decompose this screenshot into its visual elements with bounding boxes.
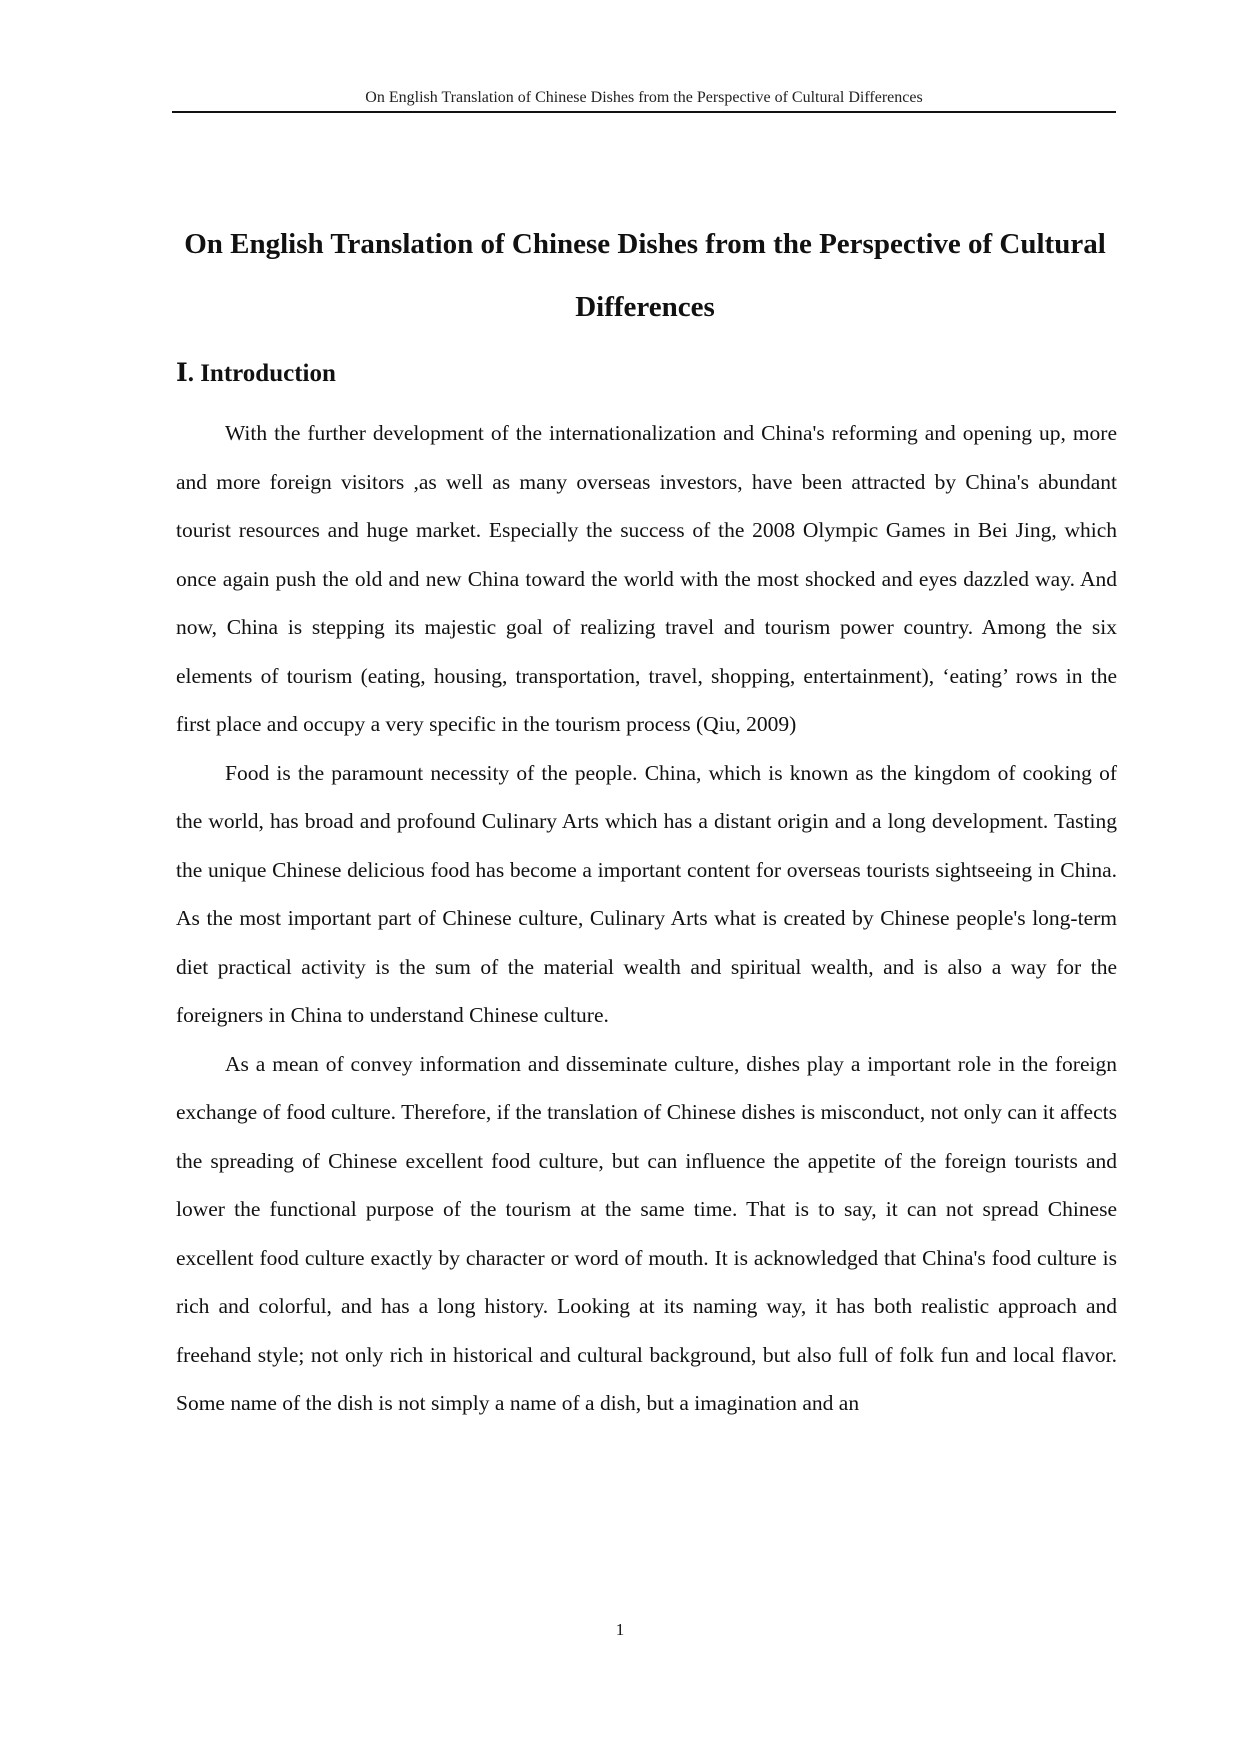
paragraph: As a mean of convey information and disseminate culture, dishes play a important role in the foreign exchange of food culture. Therefore, if the translation of Chinese dishes is misconduct, not only can it affects the spreading of Chinese excellent food culture, but can influence the appetite of the foreign tourists and lower the functional purpose of the tourism at the same time. That is to say, it can not spread Chinese excellent food culture exactly by character or word of mouth. It is acknowledged that China's food culture is rich and colorful, and has a long history. Looking at its naming way, it has both realistic approach and freehand style; not only rich in historical and cultural background, but also full of folk fun and local flavor. Some name of the dish is not simply a name of a dish, but a imagination and an xyxy=(176,1051,1117,1415)
page-number: 1 xyxy=(615,1620,625,1639)
header-rule xyxy=(172,111,1116,113)
paragraph: Food is the paramount necessity of the people. China, which is known as the kingdom of cooking of the world, has broad and profound Culinary Arts which has a distant origin and a long development. Tasting the unique Chinese delicious food has become a important content for overseas tourists sightseeing in China. As the most important part of Chinese culture, Culinary Arts what is created by Chinese people's long-term diet practical activity is the sum of the material wealth and spiritual wealth, and is also a way for the foreigners in China to understand Chinese culture. xyxy=(176,760,1117,1027)
running-header: On English Translation of Chinese Dishes from the Perspective of Cultural Differences xyxy=(365,89,923,106)
document-title: On English Translation of Chinese Dishes from the Perspective of Cultural Differences xyxy=(184,228,1106,323)
section-heading-introduction: Ⅰ. Introduction xyxy=(176,360,336,387)
paragraph: With the further development of the internationalization and China's reforming and opening up, more and more foreign visitors ,as well as many overseas investors, have been attracted by China's abundant tourist resources and huge market. Especially the success of the 2008 Olympic Games in Bei Jing, which once again push the old and new China toward the world with the most shocked and eyes dazzled way. And now, China is stepping its majestic goal of realizing travel and tourism power country. Among the six elements of tourism (eating, housing, transportation, travel, shopping, entertainment), ‘eating’ rows in the first place and occupy a very specific in the tourism process (Qiu, 2009) xyxy=(176,421,1117,736)
body-text xyxy=(176,409,1117,1428)
